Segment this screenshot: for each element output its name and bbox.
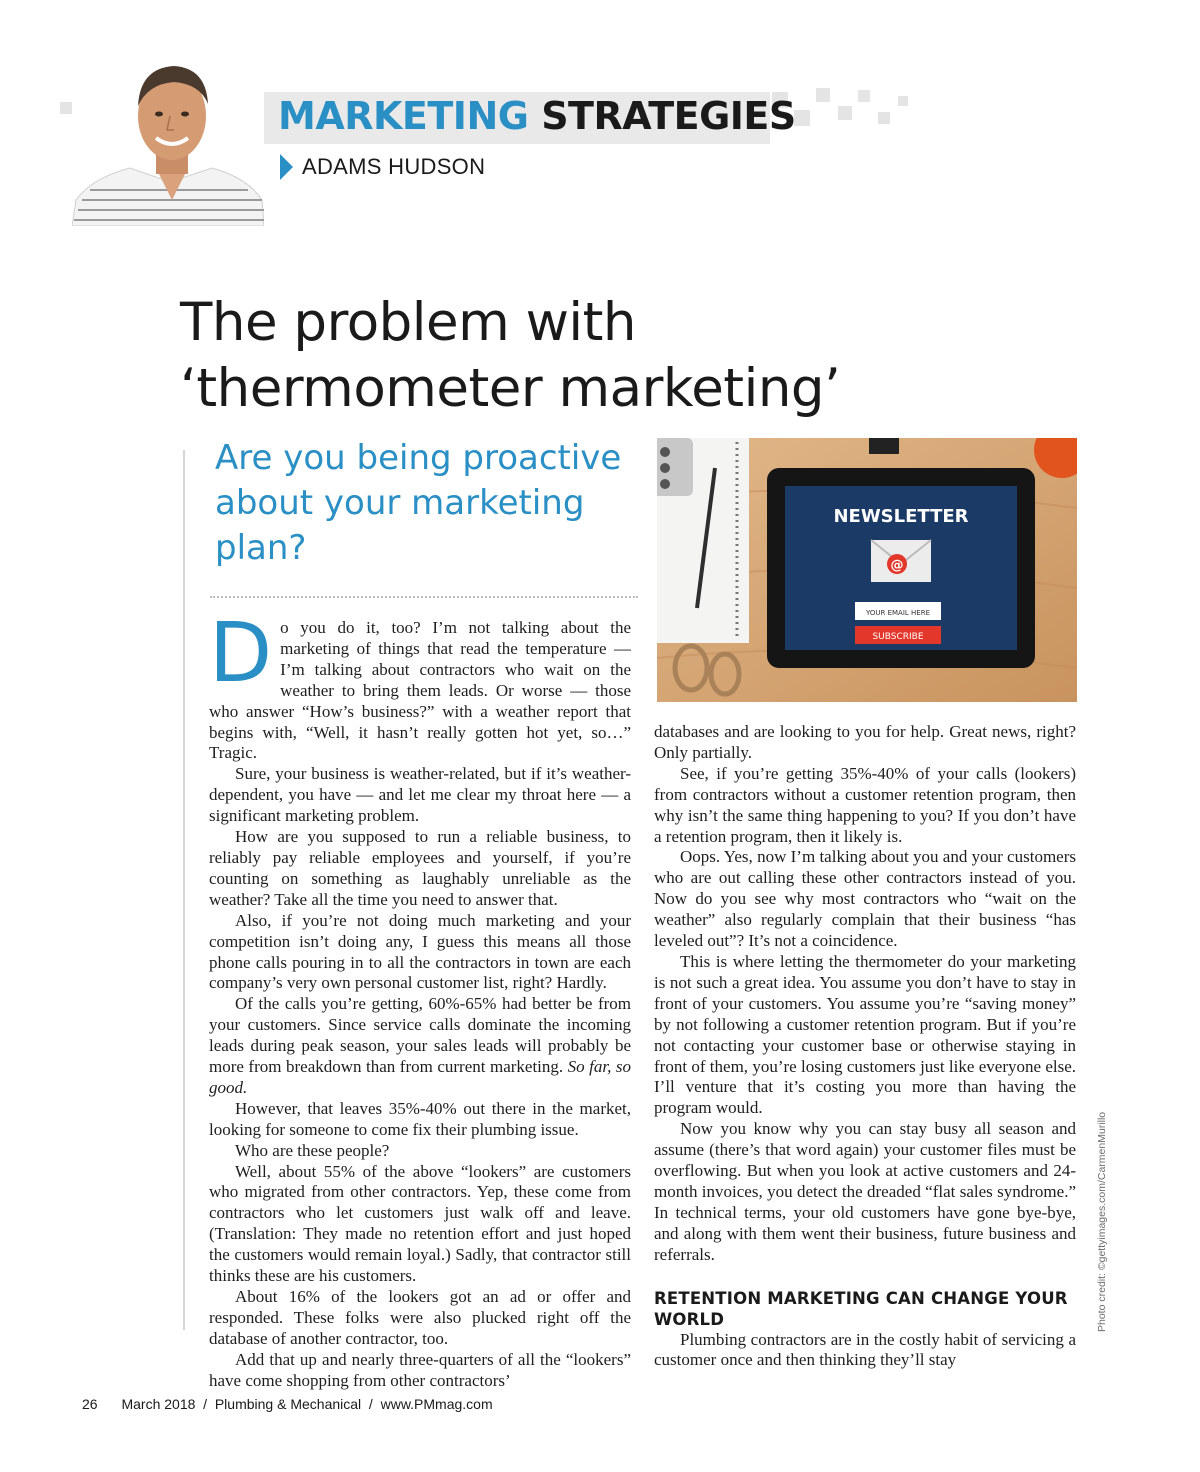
- article-column-1: [209, 606, 631, 1392]
- article-paragraph: See, if you’re getting 35%-40% of your calls (lookers) from contractors without a customer retention program, then why isn’t the same thing happening to you? If you don’t have a retention program, then it likely is.: [654, 763, 1076, 846]
- drop-cap: D: [209, 606, 273, 701]
- article-headline: [180, 290, 1080, 422]
- article-paragraph: This is where letting the thermometer do your marketing is not such a great idea. You assume you don’t have to stay in front of your customers. You assume you’re “saving money” by not following a customer retention program. But if you’re not contacting your customer base or otherwise staying in front of them, you’re losing customers just like everyone else. I’ll venture that it’s costing you more than having the program would.: [654, 951, 1076, 1118]
- column-title: [278, 92, 796, 140]
- at-icon: @: [890, 558, 904, 573]
- article-paragraph: databases and are looking to you for help. Great news, right? Only partially.: [654, 722, 1076, 762]
- article-paragraph: Also, if you’re not doing much marketing and your competition isn’t doing any, I guess this means all those phone calls pouring in to all the contractors in town are each company’s very own personal customer list, right? Hardly.: [209, 910, 631, 993]
- headline-line-2: ‘thermometer marketing’: [180, 358, 841, 419]
- article-paragraph: Add that up and nearly three-quarters of all the “lookers” have come shopping from other contractors’: [209, 1349, 631, 1390]
- tablet-email-field: YOUR EMAIL HERE: [865, 609, 931, 617]
- tablet-subscribe-button: SUBSCRIBE: [872, 632, 924, 642]
- paragraph-text: o you do it, too? I’m not talking about the marketing of things that read the temperature — I’m talking about contractors who wait on the weather to bring them leads. Or worse — those who answer “How’s business?” with a weather report that begins with, “Well, it hasn’t really gotten hot yet, so…” Tragic.: [209, 618, 631, 763]
- author-byline: ADAMS HUDSON: [302, 154, 486, 179]
- dotted-separator: [210, 596, 638, 598]
- headline-line-1: The problem with: [180, 292, 637, 353]
- article-paragraph: Now you know why you can stay busy all season and assume (there’s that word again) your customer files must be overflowing. But when you look at active customers and 24-month invoices, you detect the dreaded “flat sales syndrome.” In technical terms, your old customers have gone bye-bye, and along with them went their business, future business and referrals.: [654, 1119, 1076, 1264]
- article-paragraph: [209, 606, 631, 764]
- photo-credit: [1078, 1111, 1108, 1332]
- column-title-strategies: STRATEGIES: [541, 94, 796, 138]
- article-paragraph: How are you supposed to run a reliable business, to reliably pay reliable employees and yourself, if you’re counting on something as laughably unreliable as the weather? Take all the time you need to answer that.: [209, 827, 631, 909]
- article-paragraph: Sure, your business is weather-related, but if it’s weather-dependent, you have — and let me clear my throat here — a significant marketing problem.: [209, 764, 631, 826]
- article-paragraph: However, that leaves 35%-40% out there in the market, looking for someone to come fix their plumbing issue.: [209, 1098, 631, 1139]
- section-subhead: RETENTION MARKETING CAN CHANGE YOUR WORLD: [654, 1288, 1068, 1329]
- author-portrait: [72, 50, 264, 226]
- column-title-marketing: MARKETING: [278, 94, 529, 138]
- tablet-newsletter-title: NEWSLETTER: [833, 506, 969, 527]
- photo-credit-text: Photo credit: ©gettyimages.com/CarmenMurillo: [1096, 1111, 1108, 1332]
- article-paragraph: Who are these people?: [235, 1140, 390, 1160]
- article-deck: Are you being proactive about your marketing plan?: [215, 438, 622, 568]
- byline-arrow-icon: [280, 154, 293, 180]
- article-paragraph: Oops. Yes, now I’m talking about you and your customers who are out calling these other contractors instead of you. Now do you see why most contractors who “wait on the weather” also regularly complain that their business “has leveled out”? It’s not a coincidence.: [654, 847, 1076, 951]
- article-paragraph: Well, about 55% of the above “lookers” are customers who migrated from other contractors. Yep, these come from contractors who let customers just walk off and leave. (Translation: They made no retention effort and just hoped the customers would remain loyal.) Sadly, that contractor still thinks these are his customers.: [209, 1161, 631, 1286]
- article-paragraph: Plumbing contractors are in the costly habit of servicing a customer once and then thinking they’ll stay: [654, 1329, 1076, 1370]
- article-column-2: [654, 722, 1076, 1371]
- paragraph-italic: So far, so good.: [209, 1057, 631, 1097]
- paragraph-text: Of the calls you’re getting, 60%-65% had better be from your customers. Since service calls dominate the incoming leads during peak season, your sales leads will probably be more from breakdown than from current marketing.: [209, 994, 631, 1077]
- page-footer: [82, 1396, 493, 1412]
- article-paragraph: [209, 994, 631, 1099]
- footer-publication-info: March 2018 / Plumbing & Mechanical / www.PMmag.com: [121, 1396, 493, 1412]
- newsletter-photo: [657, 438, 1077, 702]
- page-number: 26: [82, 1396, 98, 1412]
- deck-divider-rule: [183, 450, 185, 1330]
- article-paragraph: About 16% of the lookers got an ad or offer and responded. These folks were also plucked right off the database of another contractor, too.: [209, 1287, 631, 1348]
